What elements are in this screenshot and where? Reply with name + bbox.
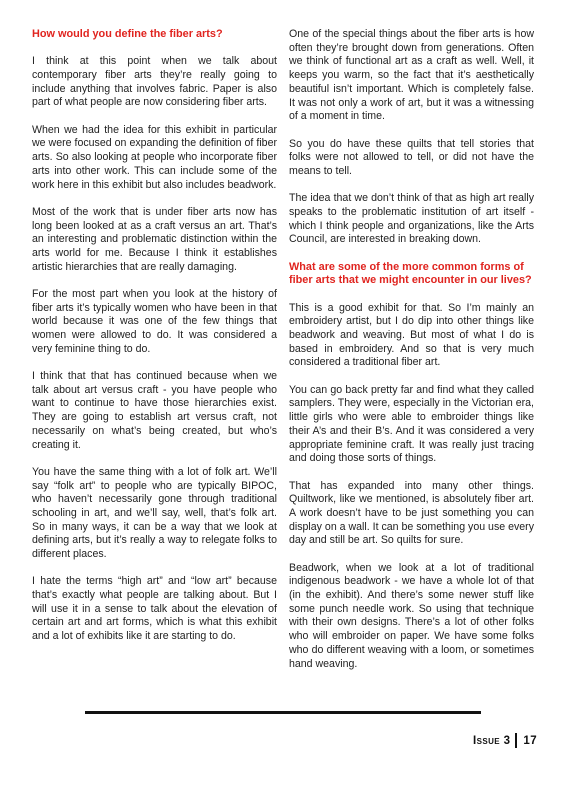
body-paragraph: I think that that has continued because when we talk about art versus craft - you have people who want to continue to have those hierarchies exist. They are going to establish art versus craft, not necessarily on what’s being created, but who’s creating it. [32,370,277,451]
body-paragraph: That has expanded into many other things. Quiltwork, like we mentioned, is absolutely fiber art. A work doesn’t have to be just something you can display on a wall. It can be something you use every day and still be art. So quilts for sure. [289,479,534,547]
page-footer [473,733,537,748]
section-heading: How would you define the fiber arts? [32,28,223,40]
footer-separator [515,733,517,748]
footer-rule [85,711,481,714]
issue-label: Issue 3 [473,734,511,747]
body-paragraph: For the most part when you look at the history of fiber arts it’s typically women who have been in that world because it was one of the few things that women were allowed to do. It was considered a very feminine thing to do. [32,287,277,355]
body-paragraph: When we had the idea for this exhibit in particular we were focused on expanding the definition of fiber arts. So also looking at people who incorporate fiber arts into other work. This can include some of the work here in this exhibit but also includes beadwork. [32,123,277,191]
right-column [289,28,534,685]
section-heading: What are some of the more common forms of fiber arts that we might encounter in our lives? [289,260,532,287]
body-paragraph: You can go back pretty far and find what they called samplers. They were, especially in the Victorian era, little girls who were able to embroider things like their A’s and their B’s. And it was considered a very appropriate feminine craft. It was really just tracing and doing those sorts of things. [289,383,534,465]
body-paragraph: I think at this point when we talk about contemporary fiber arts they’re really going to include anything that involves fabric. Paper is also part of what people are now considering fiber arts. [32,55,277,109]
body-paragraph: So you do have these quilts that tell stories that folks were not allowed to tell, or did not have the means to tell. [289,137,534,177]
body-paragraph: This is a good exhibit for that. So I’m mainly an embroidery artist, but I do dip into other things like beadwork and weaving. But most of what I do is based in embroidery. And so that is very much considered a traditional fiber art. [289,301,534,369]
left-column [32,28,277,657]
body-paragraph: Beadwork, when we look at a lot of traditional indigenous beadwork - we have a whole lot of that (in the exhibit). And there’s some newer stuff like some punch needle work. So using that technique with their own designs. There’s a lot of other folks who will embroider on paper. We have some folks who do different weaving with a loom, or sometimes hand weaving. [289,561,534,670]
body-paragraph: You have the same thing with a lot of folk art. We’ll say “folk art” to people who are typically BIPOC, who haven’t necessarily gone through traditional schooling in art, and we’ll say, well, that’s folk art. So in many ways, it can be a way that we look at defining arts, but it’s really a way to relegate folks to different places. [32,465,277,561]
body-paragraph: One of the special things about the fiber arts is how often they’re brought down from generations. Often we think of functional art as a craft as well. Well, it keeps you warm, so the fact that it’s aesthetically beautiful isn’t important. Which is completely false. It was not only a work of art, but it was a witnessing of a moment in time. [289,28,534,123]
body-paragraph: Most of the work that is under fiber arts now has long been looked at as a craft versus an art. That’s an interesting and problematic distinction within the arts world for me. Because I think it establishes artistic hierarchies that are really damaging. [32,205,277,273]
body-paragraph: The idea that we don’t think of that as high art really speaks to the problematic institution of art itself - which I think people and organizations, like the Arts Council, are interested in breaking down. [289,192,534,246]
page-number: 17 [523,734,537,747]
body-paragraph: I hate the terms “high art” and “low art” because that’s exactly what people are talking about. But I will use it in a sense to talk about the elevation of certain art and art forms, which is what this exhibit and a lot of exhibits like it are starting to do. [32,575,277,643]
